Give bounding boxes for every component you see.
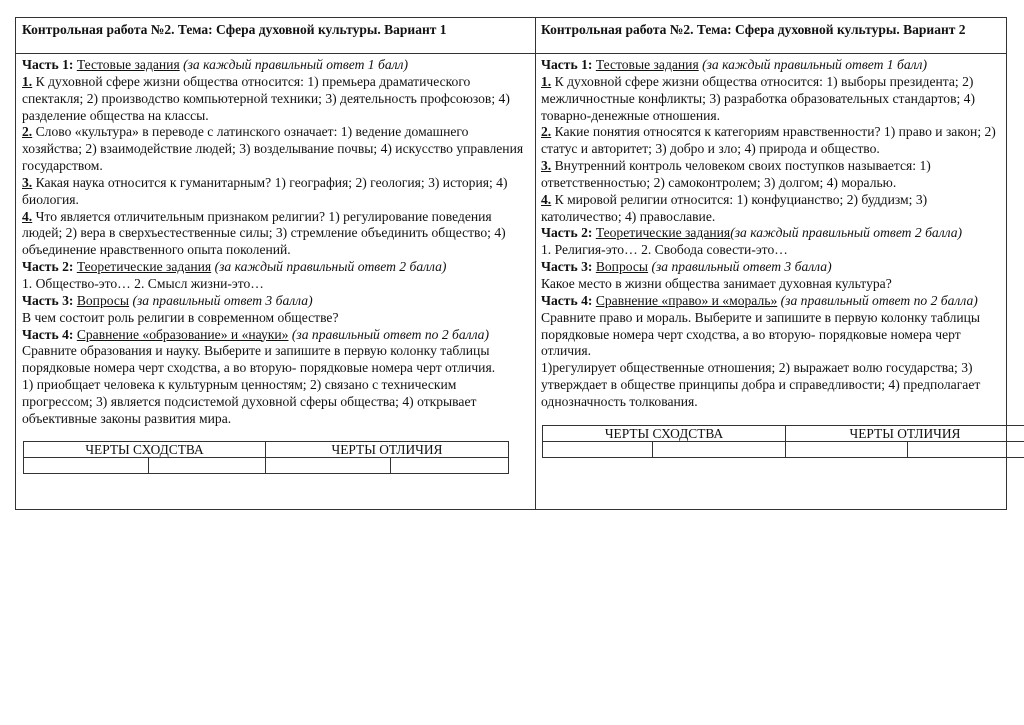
question-text: Какие понятия относятся к категориям нравственности? 1) право и закон; 2) статус и авторитет; 3) добро и зло; 4) природа и общество. (541, 124, 996, 157)
variant1-question-1 (22, 74, 528, 125)
variant2-part4-heading (541, 293, 1003, 310)
question-number: 1. (541, 73, 552, 89)
variant2-part3-text: Какое место в жизни общества занимает духовная культура? (541, 275, 892, 291)
question-number: 1. (22, 73, 33, 89)
variant1-title: Контрольная работа №2. Тема: Сфера духовной культуры. Вариант 1 (22, 22, 447, 37)
part-name: Теоретические задания (595, 225, 731, 241)
differences-header: ЧЕРТЫ ОТЛИЧИЯ (786, 426, 1024, 442)
question-text: Какая наука относится к гуманитарным? 1) география; 2) геология; 3) история; 4) биология. (22, 174, 508, 207)
part-name: Теоретические задания (76, 259, 212, 275)
variant2-question-4 (541, 192, 1003, 226)
part-name: Вопросы (595, 259, 649, 275)
variant1-part4-heading (22, 327, 528, 344)
part-note: (за каждый правильный ответ 2 балла) (730, 225, 963, 241)
similarities-header: ЧЕРТЫ СХОДСТВА (543, 426, 786, 442)
variant1-part3-heading (22, 293, 528, 310)
variant1-question-3 (22, 175, 528, 209)
part-label: Часть 2: (22, 259, 74, 275)
part-label: Часть 1: (541, 57, 593, 72)
part-label: Часть 3: (541, 259, 593, 275)
question-text: К духовной сфере жизни общества относится: 1) выборы президента; 2) межличностные конфликты; 3) разработка образовательных стандартов; 4) товарно-денежные отношения. (541, 73, 975, 123)
part-note: (за правильный ответ по 2 балла) (288, 326, 489, 342)
variant2-part1-heading (541, 57, 1003, 74)
part-note: (за правильный ответ по 2 балла) (777, 292, 978, 308)
variant1-question-4 (22, 209, 528, 260)
answer-cell[interactable] (391, 458, 509, 474)
variant1-part2-text: 1. Общество-это… 2. Смысл жизни-это… (22, 275, 264, 291)
part-name: Тестовые задания (595, 57, 699, 72)
variant1-part1-heading (22, 57, 528, 74)
variant2-part2-text: 1. Религия-это… 2. Свобода совести-это… (541, 242, 788, 258)
question-number: 3. (22, 174, 33, 190)
question-number: 2. (541, 124, 552, 140)
answer-cell[interactable] (266, 458, 391, 474)
variant1-content (22, 57, 528, 428)
part-note: (за каждый правильный ответ 2 балла) (211, 259, 447, 275)
variant2-content (541, 57, 1003, 411)
variant2-part4-options: 1)регулирует общественные отношения; 2) выражает волю государства; 3) утверждает в обществе принципы добра и справедливости; 4) предполагает однозначность толкования. (541, 360, 981, 409)
answer-cell[interactable] (24, 458, 149, 474)
part-note: (за каждый правильный ответ 1 балл) (698, 57, 928, 72)
part-label: Часть 4: (541, 292, 593, 308)
question-text: Внутренний контроль человеком своих поступков называется: 1) ответственностью; 2) самоконтролем; 3) долгом; 4) моралью. (541, 158, 931, 190)
similarities-header: ЧЕРТЫ СХОДСТВА (24, 442, 266, 458)
part-label: Часть 4: (22, 326, 74, 342)
part-note: (за каждый правильный ответ 1 балл) (179, 57, 409, 72)
question-text: Слово «культура» в переводе с латинского означает: 1) ведение домашнего хозяйства; 2) взаимодействие людей; 3) возделывание почвы; 4) искусство управления государством. (22, 124, 524, 174)
variant1-part3-text: В чем состоит роль религии в современном обществе? (22, 309, 339, 325)
variant2-title: Контрольная работа №2. Тема: Сфера духовной культуры. Вариант 2 (541, 22, 966, 37)
variant2-question-2 (541, 124, 1003, 158)
answer-cell[interactable] (908, 442, 1024, 458)
variant2-part3-heading (541, 259, 1003, 276)
variant1-part4-options: 1) приобщает человека к культурным ценностям; 2) связано с техническим прогрессом; 3) является подсистемой духовной сферы общества; 4) открывает объективные законы развития мира. (22, 377, 477, 426)
part-name: Вопросы (76, 292, 130, 308)
question-text: К мировой религии относится: 1) конфуцианство; 2) буддизм; 3) католичество; 4) православие. (541, 191, 928, 224)
variant1-answer-table (23, 441, 509, 474)
variant1-question-2 (22, 124, 528, 175)
part-label: Часть 3: (22, 292, 74, 308)
question-number: 4. (541, 191, 552, 207)
part-note: (за правильный ответ 3 балла) (648, 259, 832, 275)
part-label: Часть 2: (541, 225, 593, 241)
variant2-part2-heading (541, 225, 1003, 242)
part-label: Часть 1: (22, 57, 74, 72)
header-divider (15, 53, 1007, 54)
variant1-part2-heading (22, 259, 528, 276)
part-note: (за правильный ответ 3 балла) (129, 292, 313, 308)
variant2-part4-intro: Сравните право и мораль. Выберите и запишите в первую колонку таблицы порядковые номера черт сходства, а во вторую- порядковые номера черт отличия. (541, 309, 981, 359)
answer-cell[interactable] (149, 458, 266, 474)
question-number: 3. (541, 158, 552, 174)
variant2-question-1 (541, 74, 1003, 125)
column-divider (535, 17, 536, 510)
variant2-question-3 (541, 158, 1003, 192)
part-name: Тестовые задания (76, 57, 180, 72)
answer-cell[interactable] (543, 442, 653, 458)
variant2-answer-table (542, 425, 1024, 458)
question-text: К духовной сфере жизни общества относится: 1) премьера драматического спектакля; 2) производство компьютерной техники; 3) деятельность профсоюзов; 4) разделение общества на классы. (22, 73, 510, 123)
answer-cell[interactable] (653, 442, 786, 458)
differences-header: ЧЕРТЫ ОТЛИЧИЯ (266, 442, 509, 458)
answer-cell[interactable] (786, 442, 908, 458)
question-number: 2. (22, 124, 33, 140)
question-number: 4. (22, 208, 33, 224)
variant1-part4-intro: Сравните образования и науку. Выберите и запишите в первую колонку таблицы порядковые номера черт сходства, а во вторую- порядковые номера черт отличия. (22, 343, 496, 376)
part-name: Сравнение «образование» и «науки» (76, 326, 289, 342)
question-text: Что является отличительным признаком религии? 1) регулирование поведения людей; 2) вера в сверхъестественные силы; 3) стремление объединить общество; 4) объединение нравственного опыта поколений. (22, 208, 506, 258)
part-name: Сравнение «право» и «мораль» (595, 292, 778, 308)
